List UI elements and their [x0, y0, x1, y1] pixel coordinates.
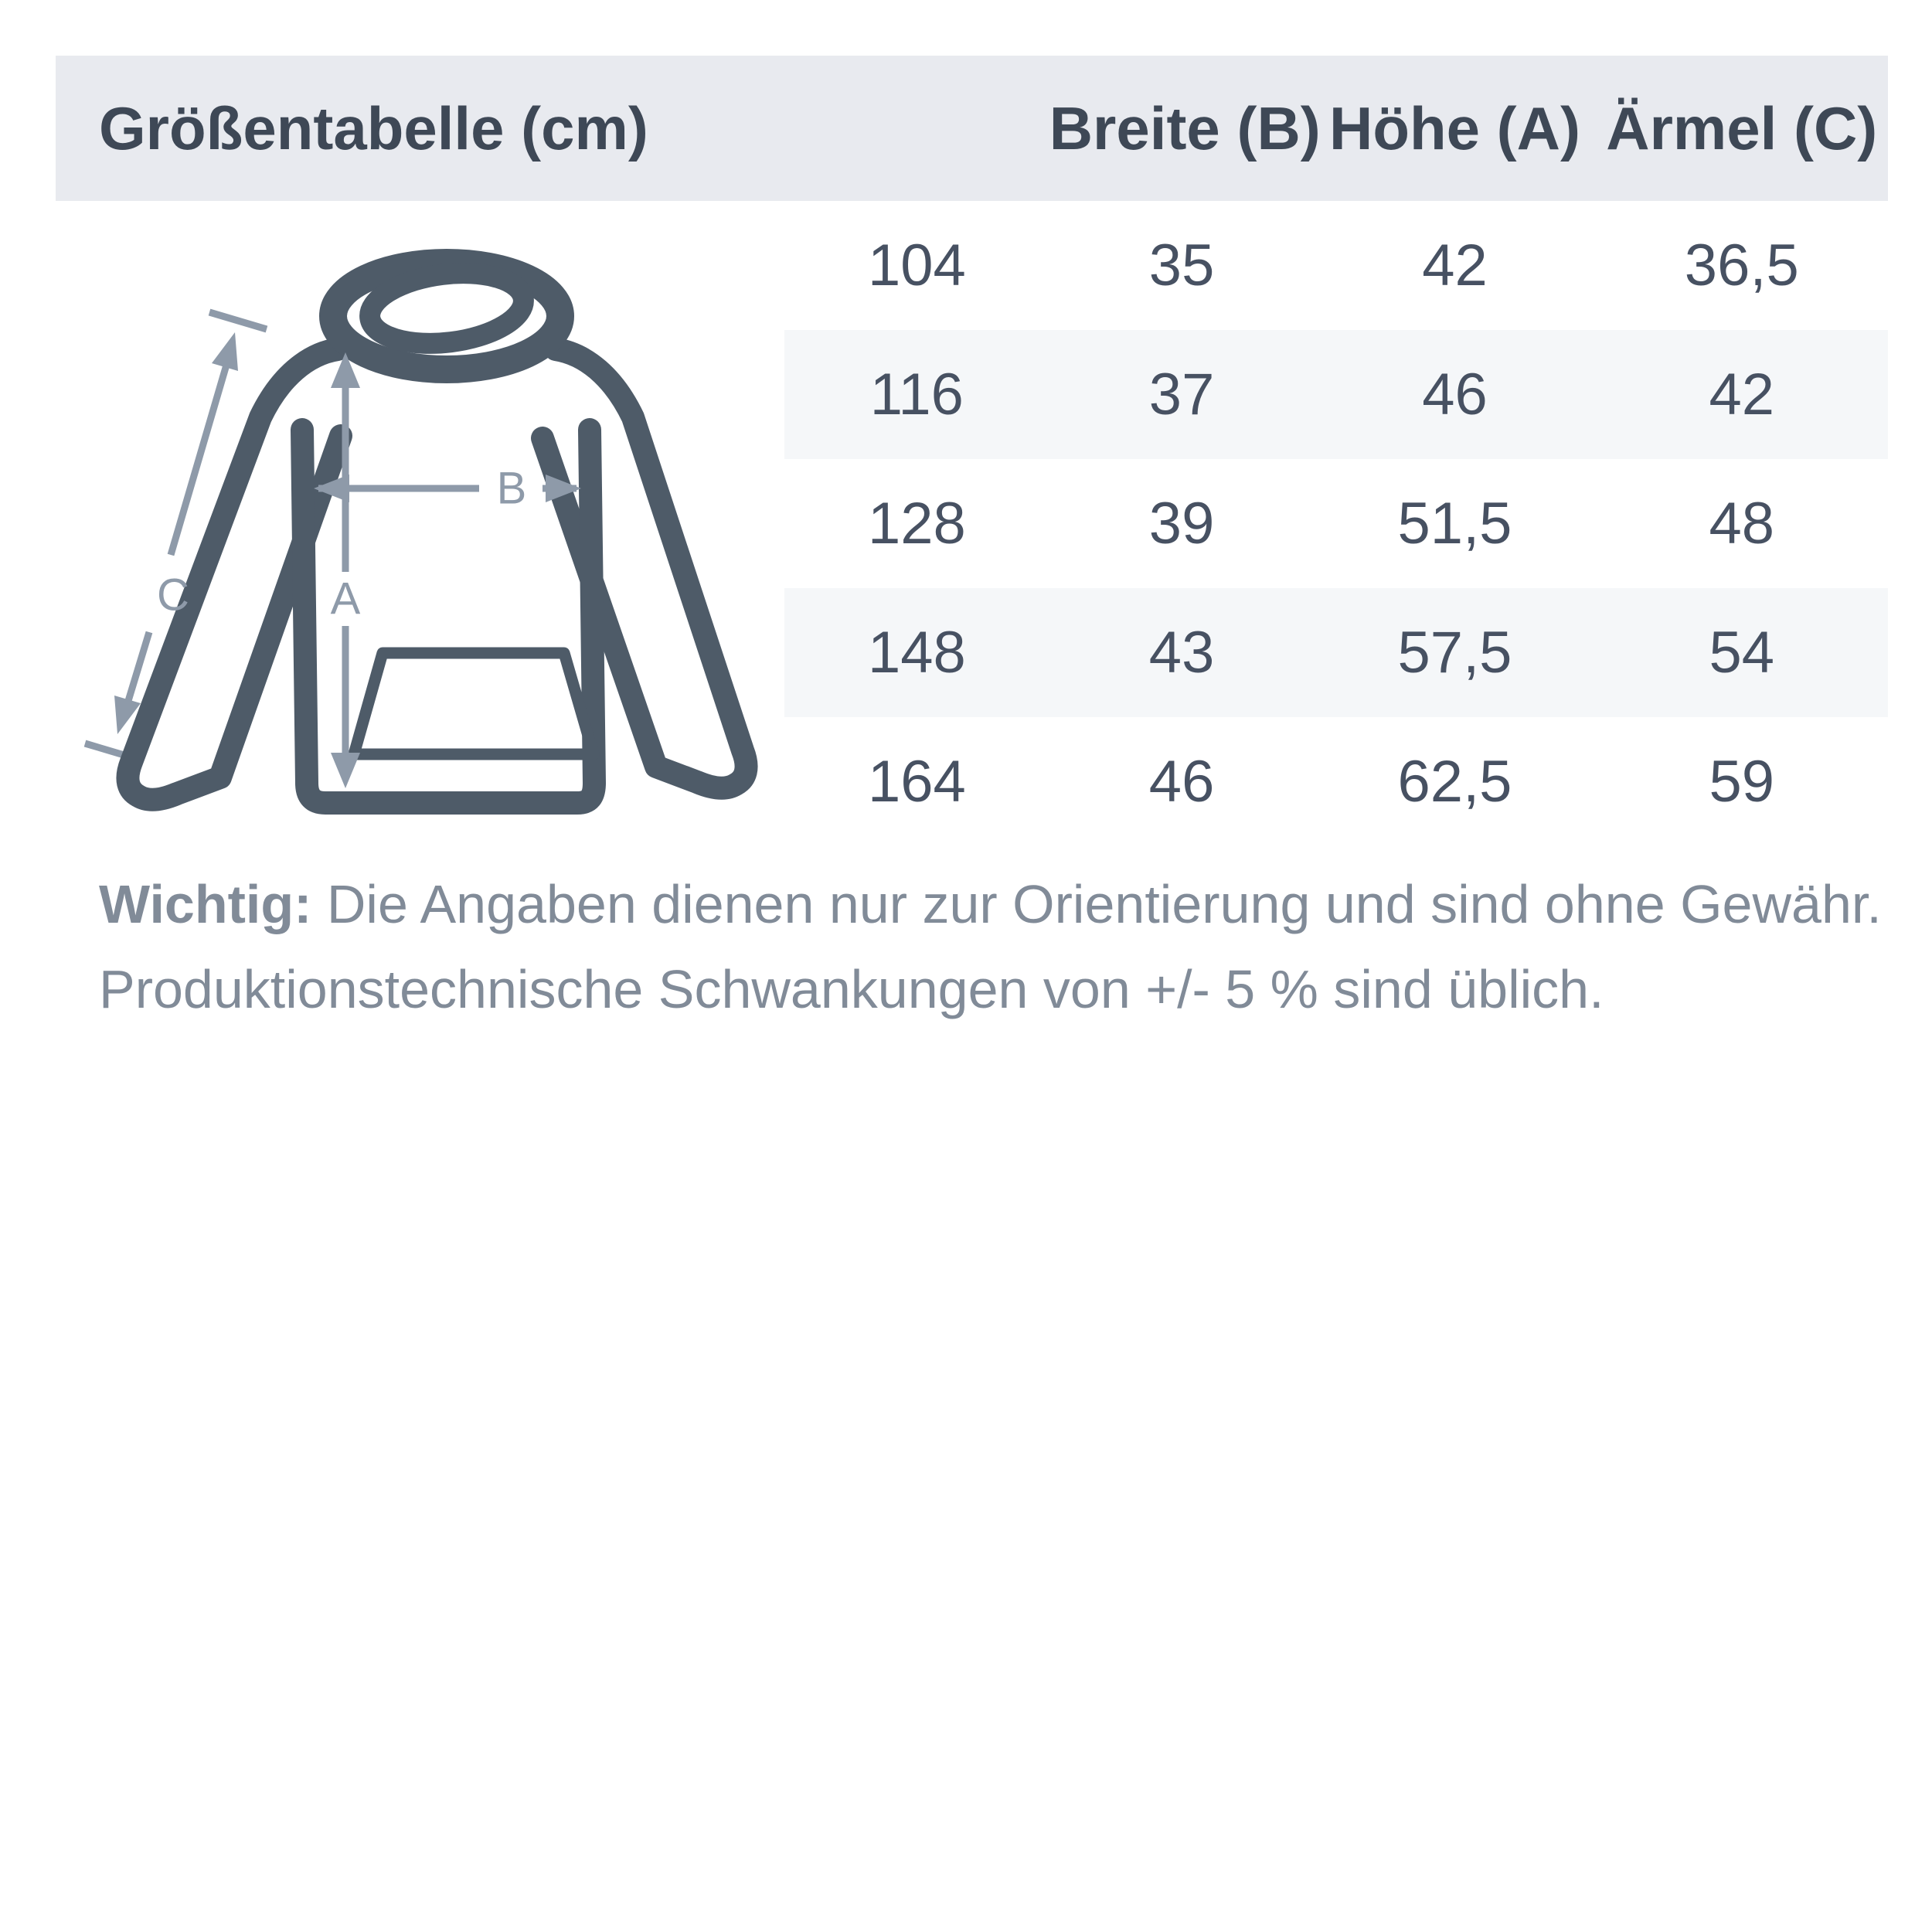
breite-value: 35: [1148, 233, 1215, 298]
table-row: [784, 201, 1888, 330]
size-value: 116: [869, 362, 964, 427]
size-value: 128: [867, 491, 966, 556]
table-row: [784, 459, 1888, 588]
column-header-hoehe: Höhe (A): [1329, 94, 1580, 162]
size-value: 148: [867, 620, 966, 685]
breite-value: 39: [1148, 491, 1215, 556]
table-header-row: [784, 56, 1888, 201]
column-header-breite: Breite (B): [1049, 94, 1321, 162]
aermel-value: 36,5: [1684, 233, 1799, 298]
kangaroo-pocket: [354, 653, 594, 754]
right-sleeve: [543, 349, 747, 788]
breite-value: 37: [1148, 362, 1215, 427]
size-value: 104: [867, 233, 966, 298]
aermel-value: 42: [1709, 362, 1775, 427]
disclaimer-prefix: Wichtig:: [99, 874, 312, 934]
table-row: [784, 330, 1888, 459]
hoehe-value: 57,5: [1397, 620, 1512, 685]
hoehe-value: 46: [1422, 362, 1488, 427]
table-row: [784, 588, 1888, 717]
hoehe-value: 42: [1422, 233, 1488, 298]
aermel-value: 54: [1709, 620, 1775, 685]
hoehe-value: 51,5: [1397, 491, 1512, 556]
aermel-value: 59: [1709, 749, 1775, 815]
table-row: [784, 717, 1888, 846]
column-header-aermel: Ärmel (C): [1606, 94, 1878, 162]
disclaimer-text: Die Angaben dienen nur zur Orientierung und sind ohne Gewähr.: [311, 874, 1882, 934]
disclaimer-note: [99, 862, 1900, 1032]
label-c: C: [157, 570, 189, 621]
aermel-value: 48: [1709, 491, 1775, 556]
size-value: 164: [867, 749, 966, 815]
hoodie-measurement-diagram-icon: [54, 216, 827, 881]
page-title: Größentabelle (cm): [99, 94, 648, 162]
label-a: A: [330, 573, 361, 624]
disclaimer-line-1: [99, 862, 1900, 947]
size-table-body: [784, 201, 1888, 846]
width-dimension-line: [314, 474, 581, 502]
label-b: B: [496, 463, 527, 514]
disclaimer-line-2: Produktionstechnische Schwankungen von +/- 5 % sind üblich.: [99, 959, 1604, 1019]
hoehe-value: 62,5: [1397, 749, 1512, 815]
height-dimension-line: [331, 352, 360, 788]
hood: [333, 263, 560, 369]
breite-value: 43: [1148, 620, 1215, 685]
header-spacer: [784, 56, 1049, 201]
breite-value: 46: [1148, 749, 1215, 815]
